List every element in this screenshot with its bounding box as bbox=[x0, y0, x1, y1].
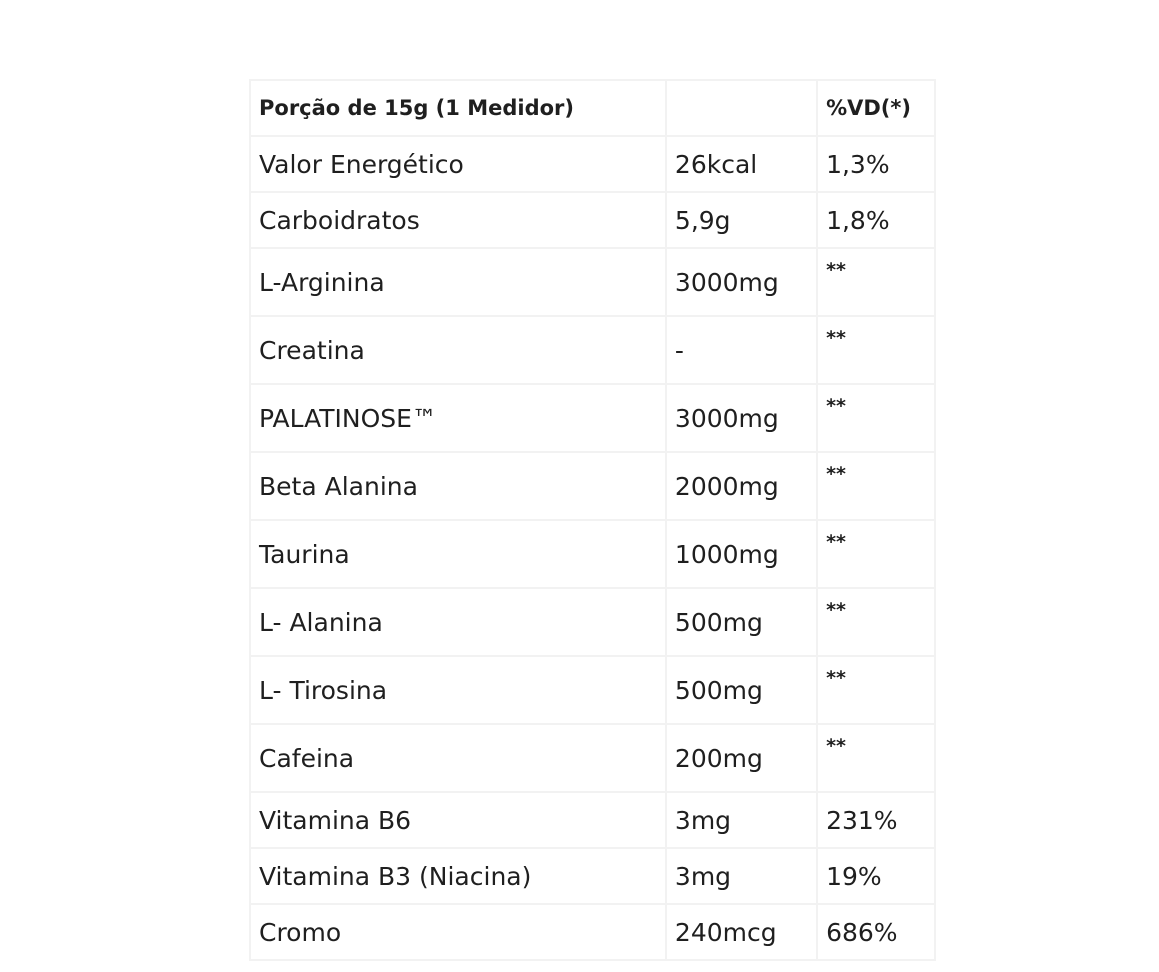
header-dv: %VD(*) bbox=[817, 80, 935, 136]
nutrient-amount: 26kcal bbox=[666, 136, 817, 192]
nutrition-table-body bbox=[250, 80, 935, 960]
nutrient-dv: ** bbox=[817, 248, 935, 316]
nutrition-table bbox=[249, 79, 936, 961]
nutrient-dv: ** bbox=[817, 588, 935, 656]
nutrient-name: Cromo bbox=[250, 904, 666, 960]
nutrient-name: Beta Alanina bbox=[250, 452, 666, 520]
nutrient-dv: 1,8% bbox=[817, 192, 935, 248]
nutrient-dv: ** bbox=[817, 520, 935, 588]
nutrient-dv: 1,3% bbox=[817, 136, 935, 192]
nutrient-amount: 1000mg bbox=[666, 520, 817, 588]
nutrient-amount: - bbox=[666, 316, 817, 384]
table-row bbox=[250, 136, 935, 192]
nutrient-dv: 686% bbox=[817, 904, 935, 960]
nutrient-name: Cafeina bbox=[250, 724, 666, 792]
table-row bbox=[250, 316, 935, 384]
table-row bbox=[250, 588, 935, 656]
nutrient-dv: ** bbox=[817, 724, 935, 792]
nutrient-dv: ** bbox=[817, 316, 935, 384]
table-row bbox=[250, 192, 935, 248]
table-row bbox=[250, 520, 935, 588]
table-row bbox=[250, 904, 935, 960]
nutrient-dv: ** bbox=[817, 384, 935, 452]
nutrient-name: Carboidratos bbox=[250, 192, 666, 248]
table-row bbox=[250, 452, 935, 520]
header-amount bbox=[666, 80, 817, 136]
nutrient-amount: 3mg bbox=[666, 848, 817, 904]
nutrient-name: L-Arginina bbox=[250, 248, 666, 316]
nutrient-amount: 3000mg bbox=[666, 248, 817, 316]
table-row bbox=[250, 792, 935, 848]
table-row bbox=[250, 724, 935, 792]
nutrient-name: Vitamina B3 (Niacina) bbox=[250, 848, 666, 904]
nutrient-amount: 240mcg bbox=[666, 904, 817, 960]
nutrient-amount: 200mg bbox=[666, 724, 817, 792]
table-header-row bbox=[250, 80, 935, 136]
nutrient-name: Creatina bbox=[250, 316, 666, 384]
nutrient-amount: 500mg bbox=[666, 588, 817, 656]
table-row bbox=[250, 248, 935, 316]
nutrient-amount: 3mg bbox=[666, 792, 817, 848]
nutrient-amount: 3000mg bbox=[666, 384, 817, 452]
table-row bbox=[250, 848, 935, 904]
nutrient-dv: 231% bbox=[817, 792, 935, 848]
nutrient-name: Taurina bbox=[250, 520, 666, 588]
table-row bbox=[250, 384, 935, 452]
table-row bbox=[250, 656, 935, 724]
nutrient-dv: ** bbox=[817, 452, 935, 520]
nutrient-name: PALATINOSE™ bbox=[250, 384, 666, 452]
nutrient-name: L- Tirosina bbox=[250, 656, 666, 724]
nutrient-amount: 500mg bbox=[666, 656, 817, 724]
nutrient-amount: 2000mg bbox=[666, 452, 817, 520]
nutrient-name: Vitamina B6 bbox=[250, 792, 666, 848]
header-serving: Porção de 15g (1 Medidor) bbox=[250, 80, 666, 136]
nutrient-dv: ** bbox=[817, 656, 935, 724]
nutrient-amount: 5,9g bbox=[666, 192, 817, 248]
nutrient-name: L- Alanina bbox=[250, 588, 666, 656]
nutrient-name: Valor Energético bbox=[250, 136, 666, 192]
nutrient-dv: 19% bbox=[817, 848, 935, 904]
